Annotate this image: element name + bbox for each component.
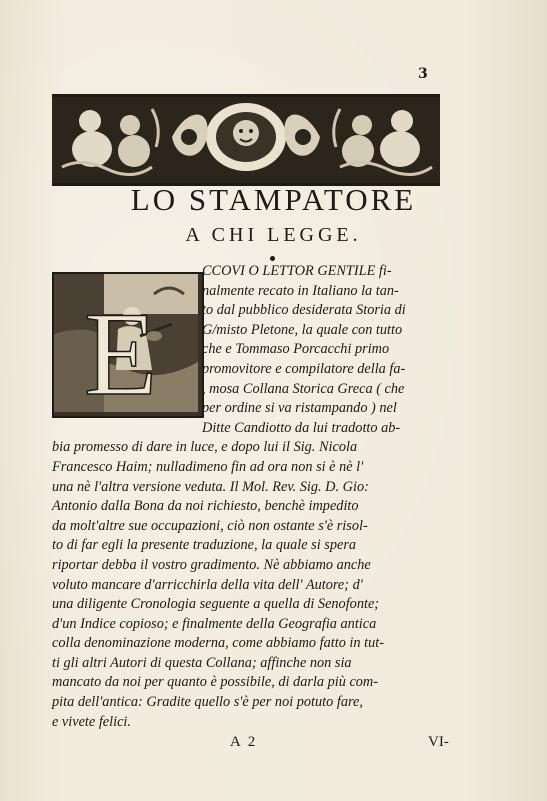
svg-text:E: E: [84, 287, 158, 412]
text-line: , mosa Collana Storica Greca ( che: [202, 380, 405, 397]
text-line: per ordine si va ristampando ) nel: [202, 400, 397, 417]
page-subtitle: A CHI LEGGE.: [185, 224, 362, 246]
text-line: da molt'altre sue occupazioni, ciò non ostante s'è risol-: [52, 517, 368, 534]
text-line: to dal pubblico desiderata Storia di: [202, 302, 406, 319]
text-line: d'un Indice copioso; e finalmente della Geografia antica: [52, 615, 377, 632]
ornament-dot: [270, 256, 275, 261]
text-line: riportar debba il vostro gradimento. Nè abbiamo anche: [52, 556, 371, 573]
text-line: pita dell'antica: Gradite quello s'è per noi potuto fare,: [52, 694, 363, 711]
text-line: CCOVI O LETTOR GENTILE fi-: [202, 263, 392, 279]
text-line: e vivete felici.: [52, 713, 131, 730]
decorative-headpiece: [52, 94, 440, 186]
page-title: LO STAMPATORE: [130, 182, 417, 217]
text-line: una nè l'altra versione veduta. Il Mol. Rev. Sig. D. Gio:: [52, 478, 369, 495]
text-line: Ditte Candiotto da lui tradotto ab-: [202, 419, 401, 436]
text-line: to di far egli la presente traduzione, la quale si spera: [52, 537, 357, 554]
text-line: mancato da noi per quanto è possibile, di darla più com-: [52, 674, 379, 691]
body-text: [52, 262, 502, 732]
text-line: una diligente Cronologia seguente a quella di Senofonte;: [52, 596, 380, 613]
text-line: bia promesso di dare in luce, e dopo lui il Sig. Nicola: [52, 439, 358, 456]
text-line: voluto mancare d'arricchirla della vita dell' Autore; d': [52, 576, 363, 593]
text-line: colla denominazione moderna, come abbiamo fatto in tut-: [52, 635, 384, 652]
text-line: G/misto Pletone, la quale con tutto: [202, 321, 403, 338]
text-line: nalmente recato in Italiano la tan-: [202, 282, 399, 299]
text-line: Francesco Haim; nulladimeno fin ad ora non si è nè l': [52, 458, 364, 475]
catchword: VI-: [428, 734, 449, 750]
text-line: che e Tommaso Porcacchi primo: [202, 341, 390, 358]
text-line: ti gli altri Autori di questa Collana; affinche non sia: [52, 654, 352, 671]
signature-mark: A 2: [230, 734, 258, 750]
text-line: promovitore e compilatore della fa-: [202, 360, 406, 377]
text-line: Antonio dalla Bona da noi richiesto, benchè impedito: [52, 498, 359, 515]
page-number: 3: [418, 66, 428, 82]
